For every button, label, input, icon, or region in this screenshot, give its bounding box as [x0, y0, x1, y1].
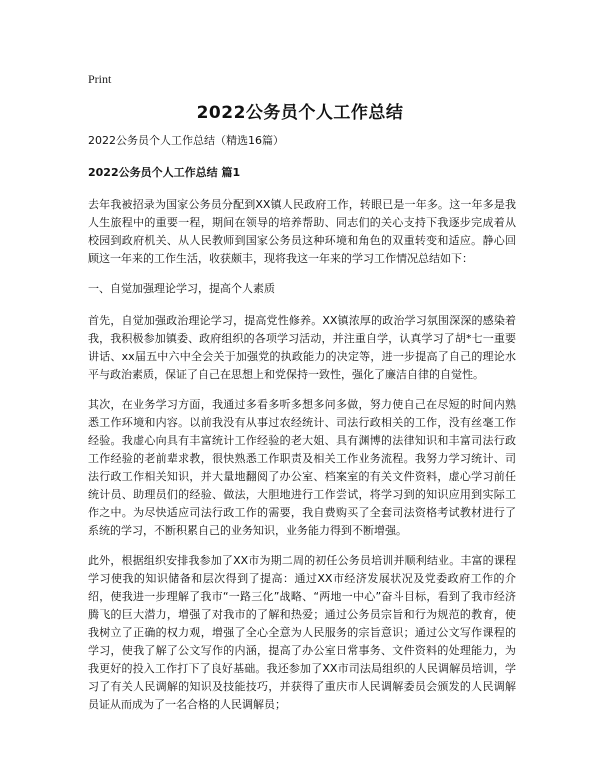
paragraph-theory-study: 首先，自觉加强政治理论学习，提高党性修养。XX镇浓厚的政治学习氛围深深的感染着我，我积极参加镇委、政府组织的各项学习活动，并注重自学，认真学习了胡*七一重要讲话、xx届五中六中全会关于加强党的执政能力的决定等，进一步提高了自己的理论水平与政治素质，保证了自己在思想上和党保持一致性，强化了廉洁自律的自觉性。: [88, 314, 516, 381]
section-heading: 2022公务员个人工作总结 篇1: [88, 166, 241, 179]
print-link[interactable]: Print: [88, 72, 112, 86]
subsection-heading: 一、自觉加强理论学习，提高个人素质: [88, 282, 275, 295]
document-subtitle: 2022公务员个人工作总结（精选16篇）: [88, 134, 284, 147]
paragraph-intro: 去年我被招录为国家公务员分配到XX镇人民政府工作，转眼已是一年多。这一年多是我人生旅程中的重要一程，期间在领导的培养帮助、同志们的关心支持下我逐步完成着从校园到政府机关、从人民教师到国家公务员这种环境和角色的双重转变和适应。静心回顾这一年来的工作生活，收获颇丰，现将我这一年来的学习工作情况总结如下：: [88, 198, 516, 265]
document-body: [88, 132, 516, 726]
paragraph-training: 此外，根据组织安排我参加了XX市为期二周的初任公务员培训并顺利结业。丰富的课程学习使我的知识储备和层次得到了提高：通过XX市经济发展状况及党委政府工作的介绍，使我进一步理解了我市“一路三化”战略、“两地一中心”奋斗目标，看到了我市经济腾飞的巨大潜力，增强了对我市的了解和热爱；通过公务员宗旨和行为规范的教育，使我树立了正确的权力观，增强了全心全意为人民服务的宗旨意识；通过公文写作课程的学习，使我了解了公文写作的内涵，提高了办公室日常事务、文件资料的处理能力，为我更好的投入工作打下了良好基础。我还参加了XX市司法局组织的人民调解员培训，学习了有关人民调解的知识及技能技巧，并获得了重庆市人民调解委员会颁发的人民调解员证从而成为了一名合格的人民调解员；: [88, 554, 516, 711]
page-title: 2022公务员个人工作总结: [196, 103, 404, 123]
paragraph-business-study: 其次，在业务学习方面，我通过多看多听多想多问多做，努力使自己在尽短的时间内熟悉工作环境和内容。以前我没有从事过农经统计、司法行政相关的工作，没有丝毫工作经验。我虚心向具有丰富统计工作经验的老大姐、具有渊博的法律知识和丰富司法行政工作经验的老前辈求教，很快熟悉工作职责及相关工作业务流程。我努力学习统计、司法行政工作相关知识，并大量地翻阅了办公室、档案室的有关文件资料，虚心学习前任统计员、助理员们的经验、做法，大胆地进行工作尝试，将学习到的知识应用到实际工作之中。为尽快适应司法行政工作的需要，我自费购买了全套司法资格考试教材进行了系统的学习，不断积累自己的业务知识，业务能力得到不断增强。: [88, 398, 516, 537]
